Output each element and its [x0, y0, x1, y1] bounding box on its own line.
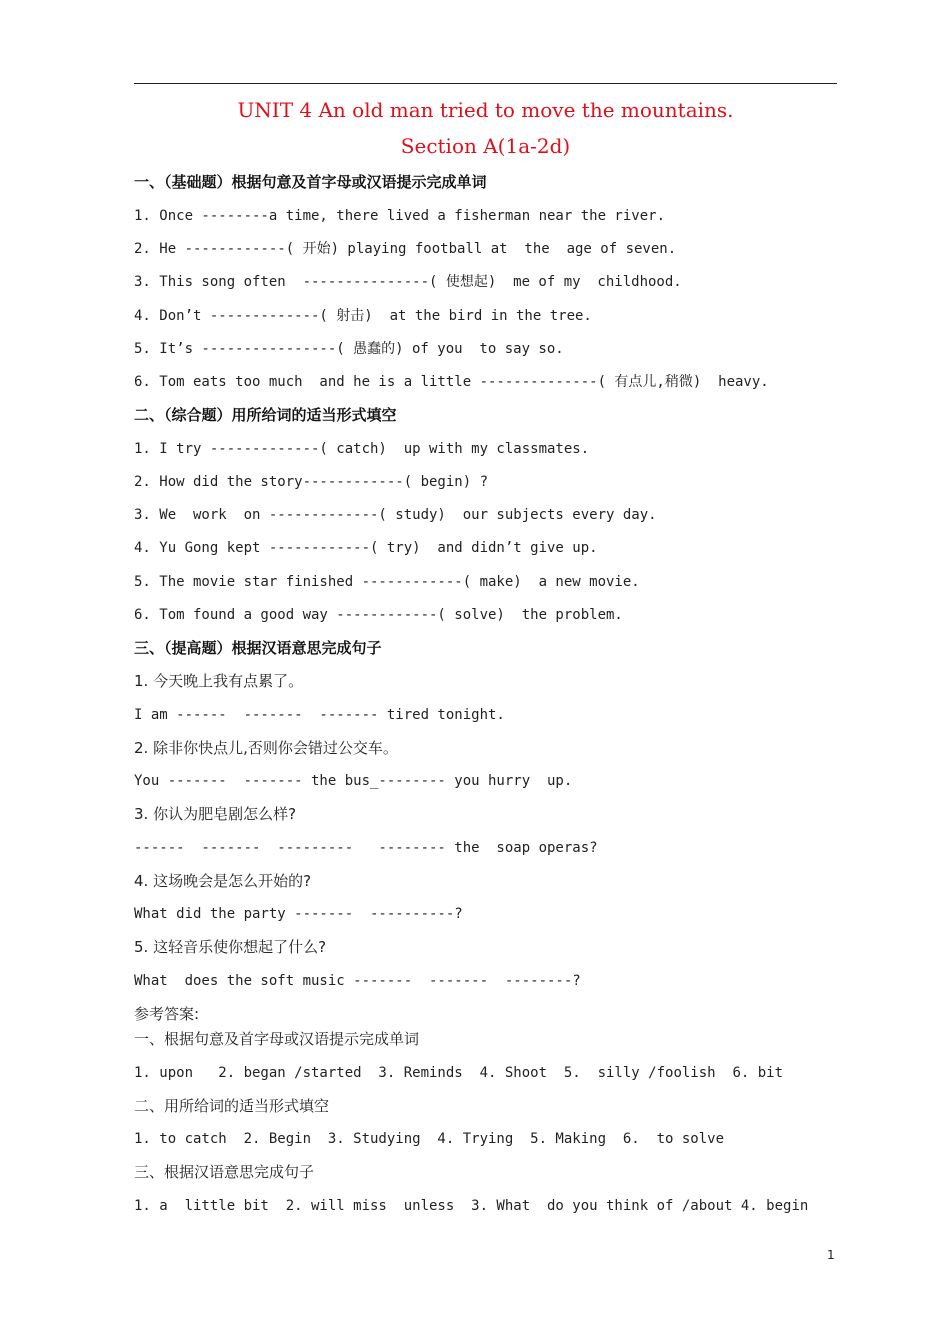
section3-item-2-cn: 2. 除非你快点儿,否则你会错过公交车。	[134, 739, 398, 757]
header-rule	[134, 83, 837, 84]
section3-item-4-cn: 4. 这场晚会是怎么开始的?	[134, 872, 312, 890]
section2-item-6: 6. Tom found a good way ------------( solve) the problem.	[134, 607, 623, 623]
answers-section3-heading: 三、根据汉语意思完成句子	[134, 1163, 315, 1181]
section3-item-5-en: What does the soft music ------- ------- --------?	[134, 973, 581, 989]
section3-item-5-cn: 5. 这轻音乐使你想起了什么?	[134, 938, 327, 956]
section1-item-6: 6. Tom eats too much and he is a little --------------( 有点儿,稍微) heavy.	[134, 374, 769, 390]
section1-item-4: 4. Don’t -------------( 射击) at the bird in the tree.	[134, 308, 592, 324]
answers-section2-heading: 二、用所给词的适当形式填空	[134, 1097, 330, 1115]
section-title: Section A(1a-2d)	[400, 134, 571, 158]
section1-item-2: 2. He ------------( 开始) playing football at the age of seven.	[134, 241, 677, 257]
answers-label: 参考答案:	[134, 1005, 200, 1023]
section2-item-3: 3. We work on -------------( study) our subjects every day.	[134, 507, 657, 523]
section2-item-1: 1. I try -------------( catch) up with my classmates.	[134, 441, 590, 457]
section3-item-1-en: I am ------ ------- ------- tired tonight.	[134, 707, 505, 723]
section3-heading: 三、（提高题）根据汉语意思完成句子	[134, 639, 382, 657]
section2-item-4: 4. Yu Gong kept ------------( try) and didn’t give up.	[134, 540, 598, 556]
answers-section3: 1. a little bit 2. will miss unless 3. What do you think of /about 4. begin	[134, 1198, 809, 1214]
section3-item-3-cn: 3. 你认为肥皂剧怎么样?	[134, 805, 297, 823]
section1-heading: 一、（基础题）根据句意及首字母或汉语提示完成单词	[134, 173, 487, 191]
answers-section1-heading: 一、根据句意及首字母或汉语提示完成单词	[134, 1030, 420, 1048]
section1-item-3: 3. This song often ---------------( 使想起) me of my childhood.	[134, 274, 682, 290]
answers-section2: 1. to catch 2. Begin 3. Studying 4. Trying 5. Making 6. to solve	[134, 1131, 725, 1147]
section3-item-1-cn: 1. 今天晚上我有点累了。	[134, 672, 304, 690]
section1-item-1: 1. Once --------a time, there lived a fisherman near the river.	[134, 208, 666, 224]
page-number: 1	[827, 1248, 835, 1262]
section3-item-2-en: You ------- ------- the bus_-------- you hurry up.	[134, 773, 573, 789]
section2-item-2: 2. How did the story------------( begin) ?	[134, 474, 489, 490]
unit-title: UNIT 4 An old man tried to move the mountains.	[237, 98, 734, 122]
section2-heading: 二、（综合题）用所给词的适当形式填空	[134, 406, 397, 424]
section2-item-5: 5. The movie star finished ------------( make) a new movie.	[134, 574, 640, 590]
section3-item-4-en: What did the party ------- ----------?	[134, 906, 463, 922]
section1-item-5: 5. It’s ----------------( 愚蠢的) of you to say so.	[134, 341, 564, 357]
answers-section1: 1. upon 2. began /started 3. Reminds 4. Shoot 5. silly /foolish 6. bit	[134, 1065, 784, 1081]
section3-item-3-en: ------ ------- --------- -------- the soap operas?	[134, 840, 598, 856]
